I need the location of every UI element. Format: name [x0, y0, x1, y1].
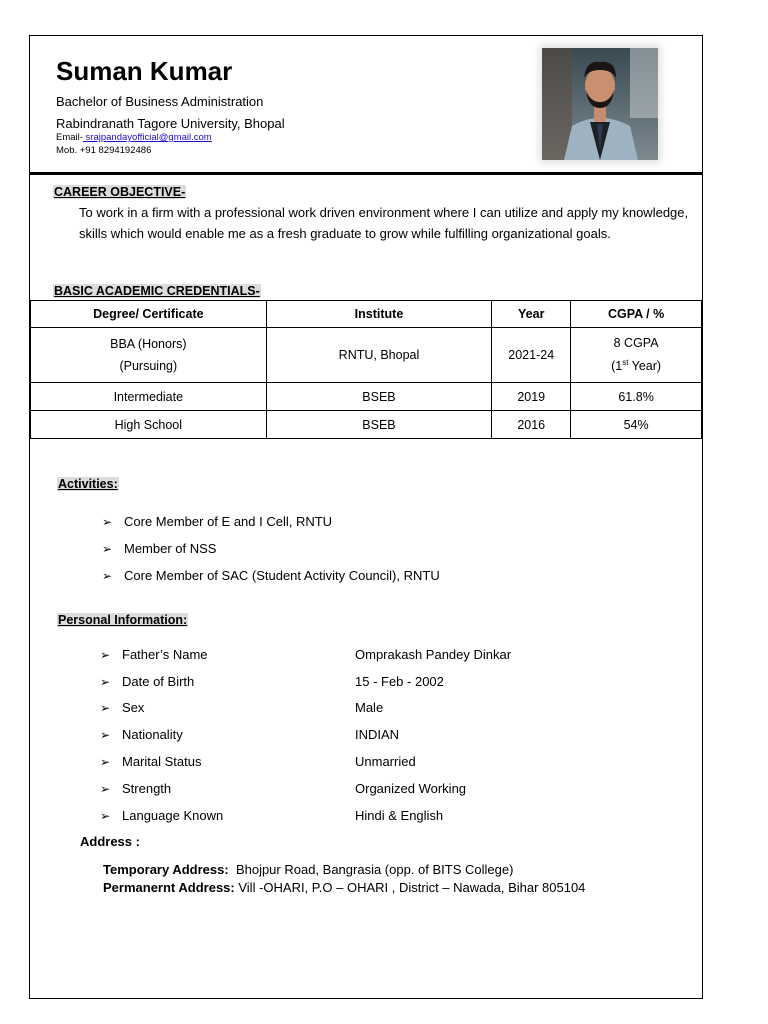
score-cell: 54%: [571, 411, 702, 439]
score-note-sup: st: [622, 358, 629, 368]
table-row: [31, 411, 702, 439]
university-line: Rabindranath Tagore University, Bhopal: [56, 116, 285, 131]
table-header-row: [31, 301, 702, 328]
score-cell: [571, 328, 702, 383]
year-cell: 2019: [492, 383, 571, 411]
arrow-bullet-icon: ➢: [102, 515, 113, 529]
arrow-bullet-icon: ➢: [100, 809, 111, 823]
temporary-address-label: Temporary Address:: [103, 862, 229, 877]
email-label: Email-: [56, 132, 83, 143]
table-row: [31, 383, 702, 411]
column-header: Year: [492, 301, 571, 328]
column-header: Institute: [266, 301, 492, 328]
career-objective-heading: CAREER OBJECTIVE-: [54, 185, 186, 199]
info-label: Marital Status: [122, 754, 202, 769]
arrow-bullet-icon: ➢: [100, 648, 111, 662]
info-label: Sex: [122, 700, 145, 715]
list-item: [100, 647, 208, 662]
profile-photo-image: [542, 48, 658, 160]
activities-heading: Activities:: [58, 477, 118, 491]
score-note-pre: (1: [611, 359, 623, 374]
table-row: [31, 328, 702, 383]
list-item: [102, 514, 332, 529]
list-item: [100, 808, 223, 823]
arrow-bullet-icon: ➢: [100, 728, 111, 742]
info-value: Hindi & English: [355, 808, 444, 823]
score-value: 8 CGPA: [613, 336, 659, 351]
email-line: [56, 132, 212, 143]
activity-text: Core Member of E and I Cell, RNTU: [124, 514, 333, 529]
arrow-bullet-icon: ➢: [102, 569, 113, 583]
institute-cell: RNTU, Bhopal: [266, 328, 492, 383]
list-item: [100, 754, 201, 769]
degree-name: BBA (Honors): [110, 337, 187, 351]
arrow-bullet-icon: ➢: [100, 755, 111, 769]
email-link[interactable]: srajpandayofficial@gmail.com: [82, 132, 212, 143]
column-header: Degree/ Certificate: [31, 301, 267, 328]
resume-page: [29, 35, 703, 999]
profile-photo: [542, 48, 658, 160]
institute-cell: BSEB: [266, 411, 492, 439]
permanent-address-label: Permanernt Address:: [103, 880, 235, 895]
list-item: [100, 781, 171, 796]
temporary-address-value: Bhojpur Road, Bangrasia (opp. of BITS College): [235, 862, 514, 877]
career-objective-text: To work in a firm with a professional work driven environment where I can utilize and apply my knowledge, skills which would enable me as a fresh graduate to grow while fulfilling organizational goals.: [79, 205, 689, 241]
info-value: Male: [355, 700, 384, 715]
institute-cell: BSEB: [266, 383, 492, 411]
info-label: Date of Birth: [122, 674, 195, 689]
info-label: Father’s Name: [122, 647, 208, 662]
year-cell: 2021-24: [492, 328, 571, 383]
activity-text: Core Member of SAC (Student Activity Council), RNTU: [124, 568, 440, 583]
arrow-bullet-icon: ➢: [100, 782, 111, 796]
score-note-post: Year): [628, 359, 662, 374]
personal-info-heading: Personal Information:: [58, 613, 188, 627]
activity-text: Member of NSS: [124, 541, 217, 556]
arrow-bullet-icon: ➢: [100, 701, 111, 715]
list-item: [100, 674, 194, 689]
info-value: Organized Working: [355, 781, 467, 796]
info-value: Omprakash Pandey Dinkar: [355, 647, 512, 662]
arrow-bullet-icon: ➢: [102, 542, 113, 556]
list-item: [100, 727, 183, 742]
year-cell: 2016: [492, 411, 571, 439]
list-item: [102, 568, 440, 583]
mobile-line: Mob. +91 8294192486: [56, 145, 152, 156]
candidate-name: Suman Kumar: [56, 56, 233, 86]
info-value: INDIAN: [355, 727, 400, 742]
score-note: [571, 353, 701, 376]
permanent-address-value: Vill -OHARI, P.O – OHARI , District – Nawada, Bihar 805104: [238, 880, 586, 895]
academics-heading: BASIC ACADEMIC CREDENTIALS-: [54, 284, 260, 298]
info-value: Unmarried: [355, 754, 416, 769]
list-item: [102, 541, 216, 556]
academics-table: [30, 300, 702, 439]
info-label: Language Known: [122, 808, 224, 823]
column-header: CGPA / %: [571, 301, 702, 328]
arrow-bullet-icon: ➢: [100, 675, 111, 689]
degree-line: Bachelor of Business Administration: [56, 94, 264, 109]
list-item: [100, 700, 144, 715]
degree-cell: [31, 328, 267, 383]
score-cell: 61.8%: [571, 383, 702, 411]
temporary-address: [103, 862, 513, 877]
header-divider: [30, 172, 702, 175]
degree-cell: High School: [31, 411, 267, 439]
degree-cell: Intermediate: [31, 383, 267, 411]
info-label: Nationality: [122, 727, 183, 742]
address-heading: Address :: [80, 834, 140, 849]
degree-note: (Pursuing): [119, 359, 178, 373]
permanent-address: [103, 880, 585, 895]
info-value: 15 - Feb - 2002: [355, 674, 444, 689]
info-label: Strength: [122, 781, 172, 796]
